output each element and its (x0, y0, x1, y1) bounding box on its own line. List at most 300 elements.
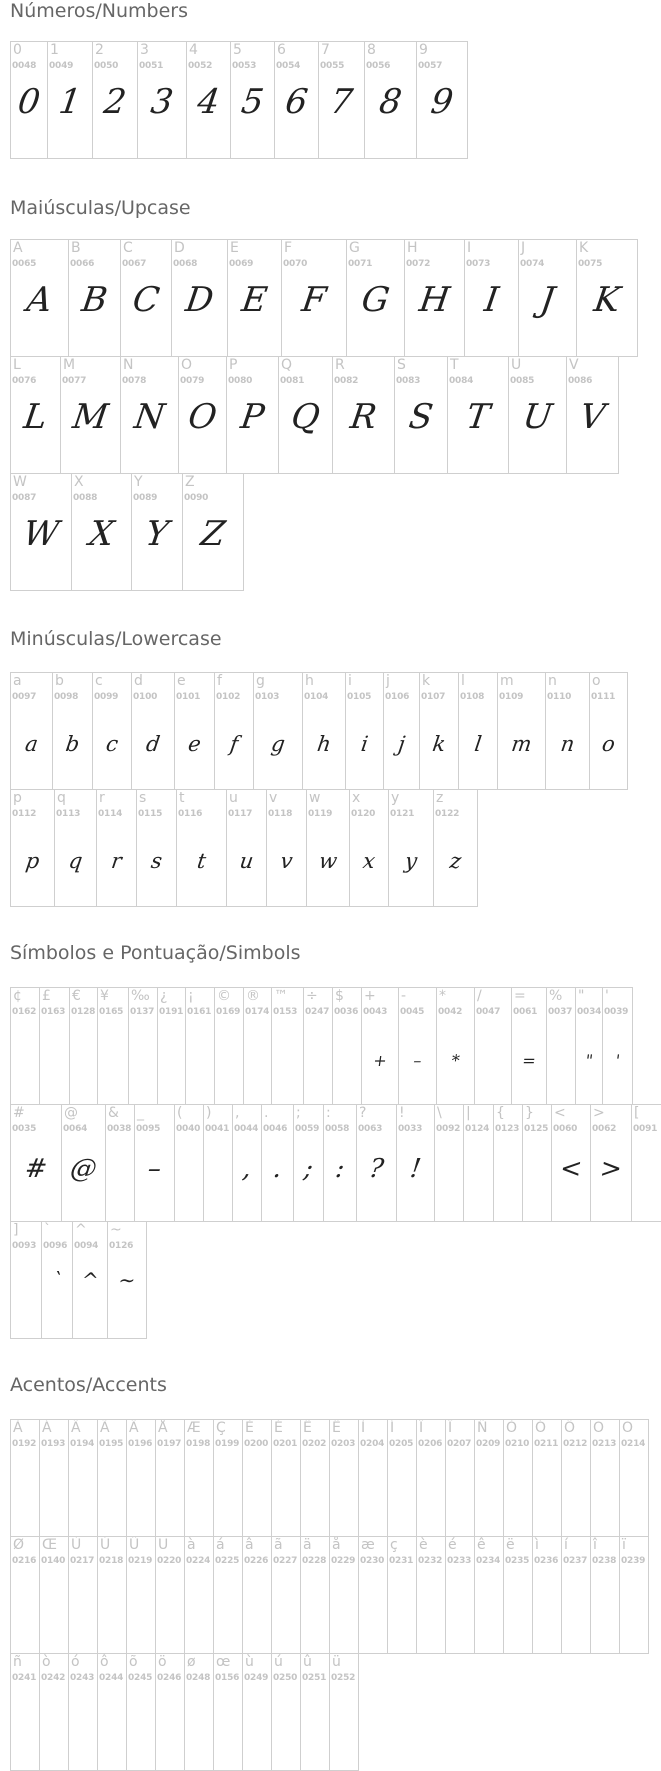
cell-code: 0231 (389, 1556, 414, 1566)
cell-code: 0216 (12, 1556, 37, 1566)
glyph-sample: 4 (194, 82, 223, 122)
glyph-cell-0055 (318, 41, 365, 159)
glyph-cell-0125 (522, 1104, 552, 1222)
glyph-sample: B (79, 280, 110, 320)
glyph-cell-0230 (358, 1536, 388, 1654)
glyph-cell-0239 (619, 1536, 649, 1654)
cell-code: 0101 (176, 692, 201, 702)
glyph-sample: l (473, 732, 484, 756)
cell-code: 0115 (138, 809, 163, 819)
glyph-cell-0064 (61, 1104, 106, 1222)
glyph-cell-0086 (566, 356, 619, 474)
cell-code: 0207 (447, 1439, 472, 1449)
cell-character: ‰ (131, 988, 150, 1004)
cell-character: X (74, 474, 84, 490)
glyph-cell-0229 (329, 1536, 359, 1654)
glyph-sample: e (186, 732, 203, 756)
glyph-cell-0200 (242, 1419, 272, 1537)
cell-character: N (123, 357, 134, 373)
cell-code: 0125 (524, 1124, 549, 1134)
glyph-cell-0234 (474, 1536, 504, 1654)
cell-character: Ë (332, 1420, 341, 1436)
glyph-cell-0112 (10, 789, 55, 907)
cell-code: 0249 (244, 1673, 269, 1683)
cell-code: 0107 (421, 692, 446, 702)
cell-code: 0090 (184, 493, 209, 503)
glyph-cell-0078 (120, 356, 179, 474)
glyph-sample: A (24, 280, 55, 320)
cell-code: 0247 (305, 1007, 330, 1017)
cell-character: * (439, 988, 446, 1004)
cell-character: x (352, 790, 361, 806)
cell-code: 0174 (245, 1007, 270, 1017)
cell-character: , (235, 1105, 240, 1121)
cell-code: 0100 (133, 692, 158, 702)
cell-code: 0196 (128, 1439, 153, 1449)
glyph-cell-0140 (39, 1536, 69, 1654)
glyph-cell-0084 (447, 356, 509, 474)
cell-code: 0110 (547, 692, 572, 702)
cell-character: ä (303, 1537, 312, 1553)
glyph-sample: : (333, 1154, 347, 1184)
cell-code: 0048 (12, 61, 37, 71)
cell-code: 0163 (41, 1007, 66, 1017)
section-title-accents: Acentos/Accents (10, 1374, 167, 1396)
glyph-sample: , (240, 1154, 254, 1184)
glyph-cell-0111 (589, 672, 628, 790)
cell-character: j (386, 673, 390, 689)
cell-code: 0106 (385, 692, 410, 702)
cell-code: 0250 (273, 1673, 298, 1683)
cell-character: ® (246, 988, 260, 1004)
glyph-sample: ^ (79, 1268, 101, 1292)
cell-code: 0099 (94, 692, 119, 702)
cell-character: õ (129, 1654, 138, 1670)
cell-code: 0068 (173, 259, 198, 269)
cell-character: â (245, 1537, 254, 1553)
glyph-cell-0041 (203, 1104, 233, 1222)
glyph-sample: 2 (101, 82, 129, 122)
cell-code: 0114 (98, 809, 123, 819)
cell-code: 0033 (398, 1124, 423, 1134)
glyph-cell-0090 (182, 473, 244, 591)
glyph-cell-0054 (274, 41, 319, 159)
cell-code: 0205 (389, 1439, 414, 1449)
cell-character: ø (187, 1654, 196, 1670)
cell-character: ^ (75, 1222, 87, 1238)
cell-code: 0104 (304, 692, 329, 702)
cell-code: 0045 (400, 1007, 425, 1017)
glyph-sample: p (24, 849, 41, 873)
glyph-sample: 1 (56, 82, 84, 122)
glyph-sample: S (406, 397, 436, 437)
glyph-cell-0040 (174, 1104, 204, 1222)
glyph-cell-0199 (213, 1419, 243, 1537)
cell-code: 0200 (244, 1439, 269, 1449)
glyph-cell-0120 (349, 789, 389, 907)
cell-code: 0251 (302, 1673, 327, 1683)
cell-character: b (55, 673, 64, 689)
cell-code: 0214 (621, 1439, 646, 1449)
cell-character: R (335, 357, 345, 373)
glyph-cell-0047 (474, 987, 512, 1105)
cell-code: 0069 (229, 259, 254, 269)
cell-character: ¥ (100, 988, 109, 1004)
glyph-sample: n (559, 732, 577, 756)
glyph-sample: " (584, 1051, 595, 1070)
glyph-cell-0124 (463, 1104, 494, 1222)
cell-character: s (139, 790, 147, 806)
cell-character: : (326, 1105, 331, 1121)
glyph-cell-0137 (128, 987, 158, 1105)
glyph-sample: y (403, 849, 419, 873)
cell-code: 0035 (12, 1124, 37, 1134)
glyph-cell-0205 (387, 1419, 417, 1537)
cell-character: Y (134, 474, 143, 490)
glyph-cell-0194 (68, 1419, 98, 1537)
cell-code: 0060 (553, 1124, 578, 1134)
glyph-cell-0052 (186, 41, 231, 159)
glyph-sample: O (185, 397, 220, 437)
glyph-cell-0117 (226, 789, 267, 907)
glyph-cell-0067 (120, 239, 172, 357)
cell-code: 0093 (12, 1241, 37, 1251)
cell-character: S (397, 357, 406, 373)
glyph-sample: Z (198, 514, 228, 554)
cell-character: 4 (189, 42, 198, 58)
cell-character: ê (477, 1537, 486, 1553)
glyph-cell-0113 (54, 789, 97, 907)
cell-character: A (13, 240, 23, 256)
glyph-cell-0107 (419, 672, 459, 790)
cell-character: L (13, 357, 21, 373)
cell-character: M (63, 357, 76, 373)
cell-code: 0198 (186, 1439, 211, 1449)
cell-character: Ã (100, 1420, 110, 1436)
cell-code: 0079 (180, 376, 205, 386)
cell-character: C (123, 240, 133, 256)
glyph-sample: G (359, 280, 392, 320)
cell-code: 0202 (302, 1439, 327, 1449)
glyph-sample: k (431, 732, 448, 756)
cell-character: o (592, 673, 601, 689)
glyph-cell-0110 (545, 672, 590, 790)
cell-code: 0241 (12, 1673, 37, 1683)
glyph-cell-0097 (10, 672, 53, 790)
cell-code: 0248 (186, 1673, 211, 1683)
cell-character: Ø (13, 1537, 25, 1553)
cell-character: Å (158, 1420, 168, 1436)
cell-character: ( (177, 1105, 183, 1121)
glyph-sample: 3 (148, 82, 176, 122)
glyph-sample: ! (408, 1154, 423, 1184)
glyph-cell-0128 (69, 987, 98, 1105)
cell-character: \ (437, 1105, 442, 1121)
cell-code: 0239 (621, 1556, 646, 1566)
cell-code: 0112 (12, 809, 37, 819)
cell-character: z (436, 790, 444, 806)
glyph-cell-0069 (227, 239, 282, 357)
cell-character: . (264, 1105, 269, 1121)
glyph-cell-0235 (503, 1536, 533, 1654)
cell-code: 0054 (276, 61, 301, 71)
glyph-cell-0209 (474, 1419, 504, 1537)
glyph-cell-0089 (131, 473, 183, 591)
cell-code: 0230 (360, 1556, 385, 1566)
cell-character: J (521, 240, 526, 256)
glyph-sample: s (149, 849, 164, 873)
glyph-cell-0228 (300, 1536, 330, 1654)
cell-character: - (401, 988, 407, 1004)
glyph-sample: Y (142, 514, 172, 554)
glyph-cell-0071 (346, 239, 405, 357)
cell-code: 0055 (320, 61, 345, 71)
glyph-sample: V (577, 397, 608, 437)
cell-character: í (564, 1537, 568, 1553)
glyph-cell-0251 (300, 1653, 330, 1771)
glyph-cell-0094 (72, 1221, 108, 1339)
cell-character: w (309, 790, 321, 806)
glyph-sample: d (144, 732, 162, 756)
cell-character: / (477, 988, 482, 1004)
cell-character: Ò (506, 1420, 518, 1436)
cell-code: 0225 (215, 1556, 240, 1566)
glyph-cell-0087 (10, 473, 72, 591)
glyph-cell-0211 (532, 1419, 562, 1537)
glyph-cell-0123 (493, 1104, 523, 1222)
cell-character: V (569, 357, 579, 373)
cell-character: Ù (71, 1537, 82, 1553)
cell-character: ™ (274, 988, 288, 1004)
cell-character: ï (622, 1537, 626, 1553)
cell-character: k (422, 673, 431, 689)
cell-character: Q (281, 357, 293, 373)
cell-character: ¡ (188, 988, 194, 1004)
cell-code: 0076 (12, 376, 37, 386)
glyph-sample: R (347, 397, 380, 437)
glyph-cell-0038 (105, 1104, 135, 1222)
glyph-cell-0044 (232, 1104, 262, 1222)
cell-code: 0236 (534, 1556, 559, 1566)
cell-code: 0042 (438, 1007, 463, 1017)
cell-character: g (256, 673, 265, 689)
glyph-cell-0246 (155, 1653, 185, 1771)
glyph-sample: . (271, 1154, 284, 1184)
glyph-cell-0073 (464, 239, 519, 357)
cell-code: 0194 (70, 1439, 95, 1449)
glyph-sample: T (463, 397, 493, 437)
glyph-cell-0174 (243, 987, 272, 1105)
cell-character: û (303, 1654, 312, 1670)
section-title-numbers: Números/Numbers (10, 0, 188, 22)
glyph-sample: 7 (327, 82, 356, 122)
glyph-cell-0248 (184, 1653, 214, 1771)
cell-character: à (187, 1537, 196, 1553)
cell-character: ` (44, 1222, 51, 1238)
cell-character: E (230, 240, 239, 256)
cell-character: T (450, 357, 459, 373)
glyph-cell-0214 (619, 1419, 649, 1537)
cell-code: 0070 (283, 259, 308, 269)
glyph-cell-0085 (508, 356, 567, 474)
cell-code: 0081 (280, 376, 305, 386)
glyph-cell-0191 (157, 987, 186, 1105)
glyph-sample: h (315, 732, 333, 756)
glyph-cell-0122 (433, 789, 478, 907)
glyph-cell-0192 (10, 1419, 40, 1537)
glyph-cell-0241 (10, 1653, 40, 1771)
cell-code: 0121 (390, 809, 415, 819)
cell-character: e (177, 673, 186, 689)
cell-code: 0057 (418, 61, 443, 71)
cell-code: 0122 (435, 809, 460, 819)
glyph-cell-0231 (387, 1536, 417, 1654)
glyph-sample: – (145, 1154, 164, 1184)
cell-code: 0040 (176, 1124, 201, 1134)
glyph-sample: a (23, 732, 40, 756)
cell-code: 0156 (215, 1673, 240, 1683)
cell-character: O (181, 357, 193, 373)
cell-code: 0243 (70, 1673, 95, 1683)
cell-code: 0063 (358, 1124, 383, 1134)
cell-character: î (593, 1537, 597, 1553)
glyph-cell-0195 (97, 1419, 127, 1537)
glyph-cell-0162 (10, 987, 40, 1105)
cell-character: n (548, 673, 557, 689)
cell-character: Z (185, 474, 195, 490)
glyph-sample: < (557, 1154, 584, 1184)
cell-character: q (57, 790, 66, 806)
cell-character: a (13, 673, 22, 689)
glyph-sample: i (359, 732, 370, 756)
cell-code: 0043 (363, 1007, 388, 1017)
cell-code: 0237 (563, 1556, 588, 1566)
cell-code: 0080 (228, 376, 253, 386)
cell-character: ¢ (13, 988, 22, 1004)
cell-code: 0228 (302, 1556, 327, 1566)
glyph-cell-0169 (214, 987, 244, 1105)
cell-character: 7 (321, 42, 330, 58)
glyph-sample: C (130, 280, 162, 320)
cell-code: 0206 (418, 1439, 443, 1449)
glyph-cell-0043 (361, 987, 399, 1105)
cell-character: œ (216, 1654, 231, 1670)
glyph-cell-0076 (10, 356, 61, 474)
cell-character: Ç (216, 1420, 226, 1436)
cell-character: % (549, 988, 563, 1004)
glyph-sample: 0 (15, 82, 43, 122)
glyph-cell-0118 (266, 789, 307, 907)
glyph-cell-0108 (458, 672, 498, 790)
cell-character: á (216, 1537, 225, 1553)
cell-code: 0204 (360, 1439, 385, 1449)
glyph-sample: @ (68, 1154, 99, 1184)
cell-code: 0039 (604, 1007, 629, 1017)
cell-code: 0065 (12, 259, 37, 269)
cell-code: 0252 (331, 1673, 356, 1683)
glyph-cell-0109 (497, 672, 546, 790)
cell-character: £ (42, 988, 51, 1004)
cell-character: F (284, 240, 293, 256)
glyph-sample: g (269, 732, 287, 756)
cell-character: 0 (13, 42, 22, 58)
cell-character: 3 (140, 42, 149, 58)
cell-character: ë (506, 1537, 515, 1553)
cell-code: 0038 (107, 1124, 132, 1134)
glyph-cell-0126 (107, 1221, 147, 1339)
cell-code: 0199 (215, 1439, 240, 1449)
cell-character: Ä (129, 1420, 139, 1436)
cell-character: ò (42, 1654, 51, 1670)
glyph-sample: 5 (238, 82, 267, 122)
cell-character: ÷ (306, 988, 318, 1004)
glyph-cell-0037 (546, 987, 576, 1105)
glyph-sample: r (109, 849, 124, 873)
cell-character: é (448, 1537, 457, 1553)
cell-character: ó (71, 1654, 80, 1670)
cell-code: 0169 (216, 1007, 241, 1017)
cell-character: u (229, 790, 238, 806)
cell-code: 0233 (447, 1556, 472, 1566)
glyph-cell-0049 (47, 41, 93, 159)
glyph-cell-0210 (503, 1419, 533, 1537)
cell-code: 0088 (73, 493, 98, 503)
glyph-sample: = (521, 1051, 538, 1070)
glyph-cell-0196 (126, 1419, 156, 1537)
cell-character: Î (419, 1420, 424, 1436)
glyph-cell-0243 (68, 1653, 98, 1771)
glyph-sample: H (416, 280, 453, 320)
cell-character: } (525, 1105, 534, 1121)
glyph-cell-0060 (551, 1104, 591, 1222)
glyph-cell-0059 (293, 1104, 324, 1222)
cell-code: 0071 (348, 259, 373, 269)
cell-character: Í (390, 1420, 395, 1436)
glyph-cell-0063 (356, 1104, 397, 1222)
glyph-cell-0034 (575, 987, 603, 1105)
cell-code: 0126 (109, 1241, 134, 1251)
cell-character: ì (535, 1537, 539, 1553)
glyph-sample: M (70, 397, 111, 437)
cell-character: ö (158, 1654, 167, 1670)
glyph-cell-0068 (171, 239, 228, 357)
glyph-cell-0035 (10, 1104, 62, 1222)
glyph-cell-0051 (137, 41, 187, 159)
cell-character: ô (100, 1654, 109, 1670)
cell-character: Ö (622, 1420, 634, 1436)
cell-code: 0195 (99, 1439, 124, 1449)
glyph-sample: ? (367, 1154, 386, 1184)
cell-character: r (99, 790, 105, 806)
cell-code: 0217 (70, 1556, 95, 1566)
glyph-cell-0066 (68, 239, 121, 357)
cell-code: 0165 (99, 1007, 124, 1017)
cell-character: Ú (100, 1537, 111, 1553)
glyph-cell-0207 (445, 1419, 475, 1537)
cell-character: 8 (367, 42, 376, 58)
glyph-cell-0103 (253, 672, 303, 790)
cell-code: 0074 (520, 259, 545, 269)
cell-character: B (71, 240, 81, 256)
glyph-cell-0095 (134, 1104, 175, 1222)
glyph-cell-0079 (178, 356, 227, 474)
glyph-cell-0206 (416, 1419, 446, 1537)
glyph-sample: ; (302, 1154, 315, 1184)
glyph-sample: ~ (116, 1268, 138, 1292)
glyph-cell-0088 (71, 473, 132, 591)
cell-character: d (134, 673, 143, 689)
cell-code: 0073 (466, 259, 491, 269)
